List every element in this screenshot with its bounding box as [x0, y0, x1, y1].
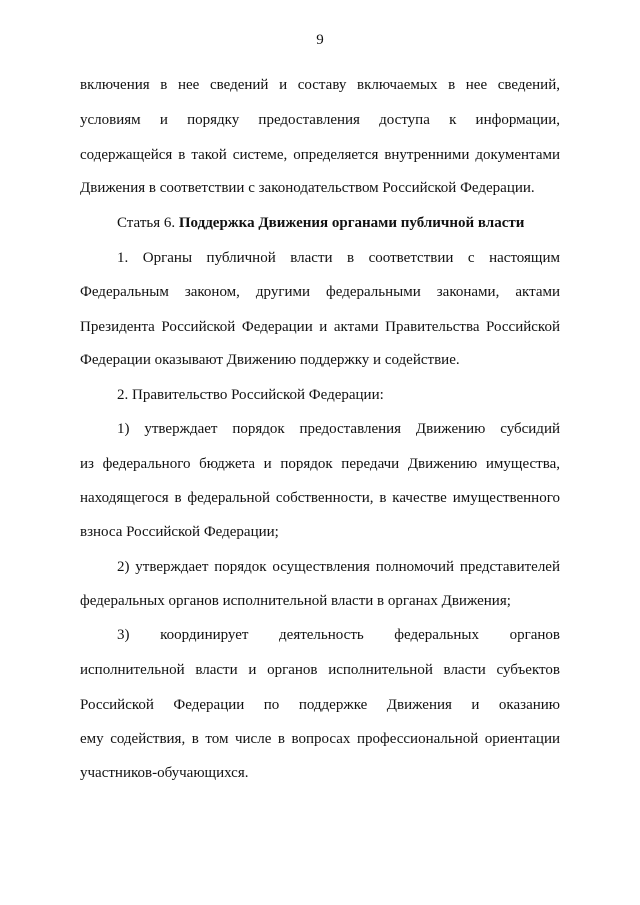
- article-heading: [117, 213, 597, 233]
- article-title: Поддержка Движения органами публичной власти: [178, 215, 525, 231]
- text-line: 1. Органы публичной власти в соответствии с настоящим: [117, 250, 560, 266]
- text-line: Президента Российской Федерации и актами Правительства Российской: [80, 319, 560, 335]
- text-line: 2. Правительство Российской Федерации:: [117, 387, 384, 403]
- text-line: 1) утверждает порядок предоставления Движению субсидий: [117, 421, 560, 437]
- text-line: условиям и порядку предоставления доступа к информации,: [80, 112, 560, 128]
- page-number: 9: [316, 32, 324, 48]
- text-line: ему содействия, в том числе в вопросах профессиональной ориентации: [80, 731, 560, 747]
- text-line: находящегося в федеральной собственности, в качестве имущественного: [80, 490, 560, 506]
- text-line: включения в нее сведений и составу включаемых в нее сведений,: [80, 77, 560, 93]
- text-line: исполнительной власти и органов исполнительной власти субъектов: [80, 662, 560, 678]
- text-line: Российской Федерации по поддержке Движения и оказанию: [80, 697, 560, 713]
- text-line: федеральных органов исполнительной власти в органах Движения;: [80, 593, 511, 609]
- text-line: 3) координирует деятельность федеральных органов: [117, 627, 560, 643]
- article-label: Статья 6.: [117, 215, 176, 231]
- text-line: из федерального бюджета и порядок передачи Движению имущества,: [80, 456, 560, 472]
- text-line: участников-обучающихся.: [80, 765, 249, 781]
- text-line: Федерации оказывают Движению поддержку и содействие.: [80, 352, 460, 368]
- text-line: Движения в соответствии с законодательством Российской Федерации.: [80, 180, 535, 196]
- text-line: содержащейся в такой системе, определяется внутренними документами: [80, 147, 560, 163]
- text-line: взноса Российской Федерации;: [80, 524, 279, 540]
- text-line: Федеральным законом, другими федеральными законами, актами: [80, 284, 560, 300]
- text-line: 2) утверждает порядок осуществления полномочий представителей: [117, 559, 560, 575]
